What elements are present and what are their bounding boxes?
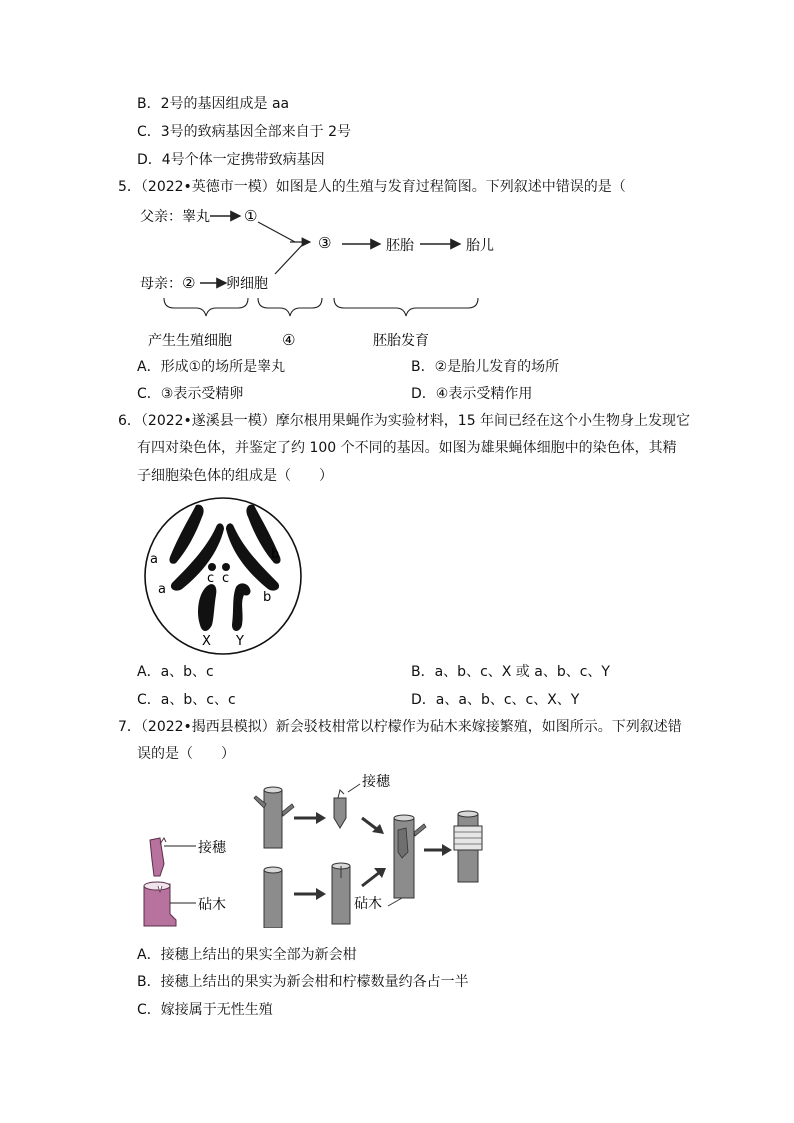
circle-1-label: ① [244,207,258,225]
father-label: 父亲：睾丸 [140,209,210,225]
branch-top-image [254,787,294,848]
circle-2-label: ② [182,274,196,292]
chromosome-y [232,583,251,631]
gene-label-b2: b [263,590,272,605]
stock-cut-image [332,863,350,924]
q6-option-d: D．a、a、b、c、c、X、Y [411,692,580,708]
merge-line-top [258,222,295,242]
grafting-diagram [140,768,500,928]
q5-option-a: A．形成①的场所是睾丸 [137,359,286,375]
chromosome-label-y: Y [236,634,244,649]
gene-label-a2: a [158,582,166,597]
fetus-label: 胎儿 [466,238,494,254]
scion-left-label: 接穗 [198,840,226,856]
q4-option-d: D．4号个体一定携带致病基因 [137,152,325,168]
gene-label-c1: c [207,571,215,586]
grafted-branch-image [394,815,426,898]
chromosome-c-left [208,563,216,571]
q5-option-c: C．③表示受精卵 [137,386,244,402]
q6-stem-line2: 有四对染色体，并鉴定了约 100 个不同的基因。如图为雄果蝇体细胞中的染色体，其精 [137,440,677,456]
q6-option-c: C．a、b、c、c [137,692,236,708]
brace-fertilization [258,298,322,316]
chromosome-label-x: X [202,634,211,649]
embryo-label: 胚胎 [386,238,414,254]
q7-stem-line1: 7．（2022•揭西县模拟）新会驳枝柑常以柠檬作为砧木来嫁接繁殖，如图所示。下列叙述错 [118,719,682,735]
q7-option-c: C．嫁接属于无性生殖 [137,1002,273,1018]
stock-bottom-image [264,867,282,928]
gene-label-b1: b [271,547,280,562]
label-circle-4: ④ [282,331,296,349]
egg-cell-label: 卵细胞 [226,276,268,292]
q5-option-b: B．②是胎儿发育的场所 [411,359,560,375]
q6-option-b: B．a、b、c、X 或 a、b、c、Y [411,664,610,680]
circle-3-label: ③ [318,234,332,252]
q6-stem-line1: 6．（2022•遂溪县一模）摩尔根用果蝇作为实验材料，15 年间已经在这个小生物身上发现它 [118,413,691,429]
merge-line-bottom [275,242,305,274]
q4-option-b: B．2号的基因组成是 aa [137,96,290,112]
gene-label-a1: a [150,552,158,567]
brace-gametes [164,298,248,316]
scion-right-label: 接穗 [362,774,390,790]
scion-left-image [150,838,164,876]
bound-graft-image [454,811,482,882]
q5-stem: 5．（2022•英德市一模）如图是人的生殖与发育过程简图。下列叙述中错误的是（ [118,179,626,195]
stock-right-label: 砧木 [354,896,382,912]
label-embryo-development: 胚胎发育 [373,333,429,349]
q6-option-a: A．a、b、c [137,664,214,680]
chromosome-diagram [140,497,310,657]
q4-option-c: C．3号的致病基因全部来自于 2号 [137,124,352,140]
chromosome-c-right [222,563,230,571]
label-produce-gametes: 产生生殖细胞 [148,333,232,349]
gene-label-c2: c [222,571,230,586]
q7-option-b: B．接穗上结出的果实为新会柑和柠檬数量约各占一半 [137,974,469,990]
brace-development [334,298,478,316]
q6-stem-line3: 子细胞染色体的组成是（ ） [137,468,333,484]
q7-stem-line2: 误的是（ ） [137,746,235,762]
scion-cut-image [334,790,346,828]
q5-option-d: D．④表示受精作用 [411,386,533,402]
chromosome-x [198,584,216,631]
mother-label: 母亲： [140,276,182,292]
reproduction-diagram [130,200,510,355]
stock-left-label: 砧木 [198,897,226,913]
q7-option-a: A．接穗上结出的果实全部为新会柑 [137,947,357,963]
